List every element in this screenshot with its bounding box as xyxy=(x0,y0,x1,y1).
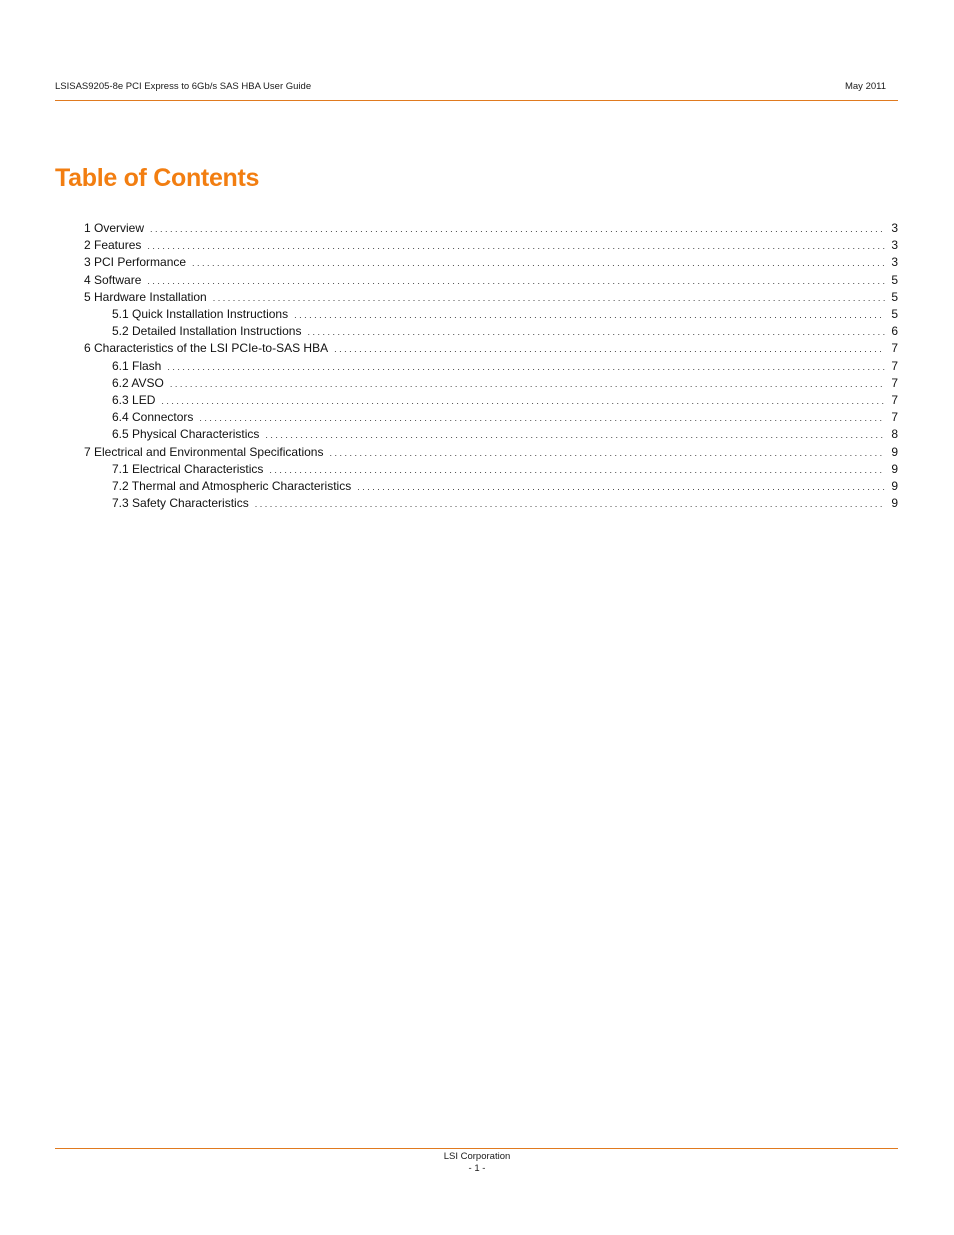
toc-entry-label: 5 Hardware Installation xyxy=(84,289,207,304)
toc-leader-dots xyxy=(213,290,886,307)
toc-leader-dots xyxy=(265,427,885,444)
toc-entry-page: 7 xyxy=(891,375,898,390)
toc-leader-dots xyxy=(294,307,885,324)
toc-entry-label: 2 Features xyxy=(84,238,142,253)
toc-entry-page: 8 xyxy=(891,427,898,442)
toc-entry-page: 5 xyxy=(891,272,898,287)
toc-entry-label: 5.2 Detailed Installation Instructions xyxy=(112,324,302,339)
toc-entry-page: 7 xyxy=(891,341,898,356)
page-title: Table of Contents xyxy=(55,164,260,192)
toc-leader-dots xyxy=(329,445,885,462)
toc-leader-dots xyxy=(167,359,885,376)
toc-entry-page: 5 xyxy=(891,289,898,304)
toc-entry[interactable] xyxy=(112,375,898,392)
toc-leader-dots xyxy=(161,393,885,410)
toc-leader-dots xyxy=(269,462,885,479)
toc-entry[interactable] xyxy=(112,306,898,323)
toc-entry-page: 7 xyxy=(891,358,898,373)
toc-entry-label: 4 Software xyxy=(84,272,142,287)
toc-entry-page: 9 xyxy=(891,479,898,493)
toc-leader-dots xyxy=(147,238,885,255)
toc-entry-page: 9 xyxy=(891,444,898,459)
toc-entry[interactable] xyxy=(84,289,898,306)
toc-entry-page: 9 xyxy=(891,461,898,476)
toc-entry-label: 6.4 Connectors xyxy=(112,410,194,425)
toc-entry-label: 6 Characteristics of the LSI PCIe-to-SAS HBA xyxy=(84,341,329,356)
toc-entry[interactable] xyxy=(112,409,898,426)
toc-entry-label: 5.1 Quick Installation Instructions xyxy=(112,307,289,321)
footer-company: LSI Corporation xyxy=(443,1151,511,1162)
footer-divider xyxy=(55,1148,898,1149)
toc-leader-dots xyxy=(170,376,886,393)
toc-entry[interactable] xyxy=(84,272,898,289)
toc-entry-page: 6 xyxy=(891,324,898,339)
toc-entry[interactable] xyxy=(84,237,898,254)
document-title: LSISAS9205-8e PCI Express to 6Gb/s SAS HBA User Guide xyxy=(55,81,312,92)
toc-entry[interactable] xyxy=(84,340,898,357)
toc-entry[interactable] xyxy=(112,495,898,512)
toc-leader-dots xyxy=(150,221,885,238)
toc-entry-label: 7.3 Safety Characteristics xyxy=(112,496,249,511)
toc-leader-dots xyxy=(147,273,885,290)
toc-entry-label: 3 PCI Performance xyxy=(84,255,187,270)
toc-entry-page: 3 xyxy=(891,238,898,253)
toc-entry[interactable] xyxy=(112,392,898,409)
toc-entry[interactable] xyxy=(112,426,898,443)
toc-leader-dots xyxy=(199,410,885,427)
toc-entry-page: 7 xyxy=(891,410,898,425)
toc-entry[interactable] xyxy=(84,254,898,271)
toc-leader-dots xyxy=(334,341,885,358)
toc-leader-dots xyxy=(357,479,885,496)
toc-entry[interactable] xyxy=(112,478,898,495)
document-date: May 2011 xyxy=(844,81,886,92)
toc-entry[interactable] xyxy=(84,444,898,461)
toc-entry-label: 6.3 LED xyxy=(112,393,156,407)
toc-leader-dots xyxy=(255,496,886,513)
page-header xyxy=(55,81,886,92)
toc-entry-label: 6.5 Physical Characteristics xyxy=(112,427,260,442)
toc-entry-label: 6.1 Flash xyxy=(112,358,162,373)
toc-entry-page: 7 xyxy=(891,393,898,407)
toc-entry[interactable] xyxy=(112,358,898,375)
header-divider xyxy=(55,100,898,101)
toc-entry-label: 7 Electrical and Environmental Specifications xyxy=(84,444,324,459)
toc-entry-label: 7.2 Thermal and Atmospheric Characteristics xyxy=(112,479,352,493)
toc-leader-dots xyxy=(307,324,885,341)
toc-leader-dots xyxy=(192,255,885,272)
toc-entry[interactable] xyxy=(84,220,898,237)
toc-entry-page: 3 xyxy=(891,221,898,235)
toc-entry-page: 3 xyxy=(891,255,898,270)
toc-entry-label: 7.1 Electrical Characteristics xyxy=(112,461,264,476)
toc-entry[interactable] xyxy=(112,323,898,340)
toc-entry[interactable] xyxy=(112,461,898,478)
footer-page-number: - 1 - xyxy=(468,1163,486,1174)
toc-entry-page: 5 xyxy=(891,307,898,321)
toc-entry-label: 1 Overview xyxy=(84,221,145,235)
toc-entry-label: 6.2 AVSO xyxy=(112,375,164,390)
toc-entry-page: 9 xyxy=(891,496,898,511)
